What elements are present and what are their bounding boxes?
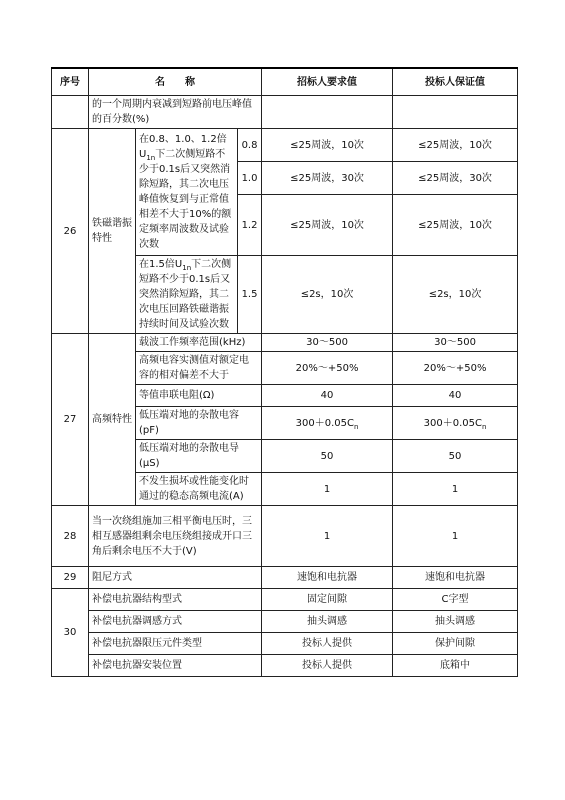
cell-guaranteed: 底箱中 — [393, 655, 518, 677]
cell-label: 等值串联电阻(Ω) — [136, 385, 262, 407]
cell-label: 低压端对地的杂散电导(μS) — [136, 440, 262, 473]
cell-required: 30～500 — [262, 334, 393, 352]
cell-required: 抽头调感 — [262, 611, 393, 633]
cell-label: 高频电容实测值对额定电容的相对偏差不大于 — [136, 352, 262, 385]
cell-label: 载波工作频率范围(kHz) — [136, 334, 262, 352]
desc-sub: 1n — [182, 264, 192, 272]
cell-label: 补偿电抗器安装位置 — [89, 655, 262, 677]
table-header-row — [52, 68, 518, 96]
cell-label: 低压端对地的杂散电容(pF) — [136, 407, 262, 440]
row-number: 27 — [52, 334, 89, 506]
value-pre: 300＋0.05C — [423, 417, 482, 429]
cell-required: 固定间隙 — [262, 589, 393, 611]
cell-guaranteed: 1 — [393, 506, 518, 567]
cell-required: 50 — [262, 440, 393, 473]
header-name: 名 称 — [89, 68, 262, 96]
cell-factor: 1.2 — [238, 195, 262, 256]
cell-guaranteed — [393, 407, 518, 440]
cell-guaranteed: ≤25周波，10次 — [393, 129, 518, 162]
cell-label: 补偿电抗器调感方式 — [89, 611, 262, 633]
desc-sub: 1n — [146, 154, 156, 162]
table-row — [52, 129, 518, 162]
cell-required: ≤2s，10次 — [262, 256, 393, 334]
cell-guaranteed: 1 — [393, 473, 518, 506]
row-number: 30 — [52, 589, 89, 677]
row-number: 26 — [52, 129, 89, 334]
cell-required: 1 — [262, 473, 393, 506]
header-no: 序号 — [52, 68, 89, 96]
cell-guaranteed: 抽头调感 — [393, 611, 518, 633]
cell-guaranteed: 30～500 — [393, 334, 518, 352]
cell-required: 20%～+50% — [262, 352, 393, 385]
row-number: 29 — [52, 567, 89, 589]
spec-table — [51, 67, 518, 677]
desc-pre: 在0.8、1.0、1.2倍U — [139, 134, 227, 160]
cell-no-empty — [52, 96, 89, 129]
cell-guaranteed: ≤25周波，30次 — [393, 162, 518, 195]
cell-description — [136, 129, 238, 256]
cell-empty — [262, 96, 393, 129]
table-row — [52, 506, 518, 567]
table-row — [52, 567, 518, 589]
cell-factor: 1.0 — [238, 162, 262, 195]
table-row — [52, 334, 518, 352]
desc-post: 下二次侧短路不少于0.1s后又突然消除短路，其二次电压峰值恢复到与正常值相差不大于10%的额定频率周波数及试验次数 — [139, 149, 232, 250]
cell-guaranteed: 速饱和电抗器 — [393, 567, 518, 589]
cell-label: 当一次绕组施加三相平衡电压时，三相互感器组剩余电压绕组接成开口三角后剩余电压不大于(V) — [89, 506, 262, 567]
cell-empty — [393, 96, 518, 129]
cell-guaranteed: ≤25周波，10次 — [393, 195, 518, 256]
desc-pre: 在1.5倍U — [139, 259, 183, 270]
value-sub: n — [481, 422, 487, 431]
cell-required: 1 — [262, 506, 393, 567]
table-row — [52, 96, 518, 129]
table-row — [52, 655, 518, 677]
cell-required: 40 — [262, 385, 393, 407]
value-sub: n — [353, 422, 359, 431]
continuation-text: 的一个周期内衰减到短路前电压峰值的百分数(%) — [89, 96, 262, 129]
cell-required: ≤25周波，10次 — [262, 129, 393, 162]
desc-post: 下二次侧短路不少于0.1s后又突然消除短路，其二次电压回路铁磁谐振持续时间及试验次数 — [139, 259, 232, 330]
cell-description — [136, 256, 238, 334]
cell-required: ≤25周波，30次 — [262, 162, 393, 195]
row-group-label: 高频特性 — [89, 334, 136, 506]
header-required: 招标人要求值 — [262, 68, 393, 96]
cell-label: 补偿电抗器结构型式 — [89, 589, 262, 611]
cell-required — [262, 407, 393, 440]
cell-required: 投标人提供 — [262, 633, 393, 655]
cell-required: 投标人提供 — [262, 655, 393, 677]
cell-guaranteed: C字型 — [393, 589, 518, 611]
cell-guaranteed: 50 — [393, 440, 518, 473]
cell-label: 不发生损坏或性能变化时通过的稳态高频电流(A) — [136, 473, 262, 506]
cell-label: 阻尼方式 — [89, 567, 262, 589]
table-row — [52, 633, 518, 655]
cell-required: 速饱和电抗器 — [262, 567, 393, 589]
cell-guaranteed: 保护间隙 — [393, 633, 518, 655]
table-row — [52, 589, 518, 611]
cell-factor: 1.5 — [238, 256, 262, 334]
row-group-label: 铁磁谐振特性 — [89, 129, 136, 334]
row-number: 28 — [52, 506, 89, 567]
cell-guaranteed: 40 — [393, 385, 518, 407]
header-guaranteed: 投标人保证值 — [393, 68, 518, 96]
table-row — [52, 611, 518, 633]
cell-guaranteed: ≤2s，10次 — [393, 256, 518, 334]
cell-required: ≤25周波，10次 — [262, 195, 393, 256]
cell-guaranteed: 20%～+50% — [393, 352, 518, 385]
value-pre: 300＋0.05C — [295, 417, 354, 429]
cell-factor: 0.8 — [238, 129, 262, 162]
cell-label: 补偿电抗器限压元件类型 — [89, 633, 262, 655]
